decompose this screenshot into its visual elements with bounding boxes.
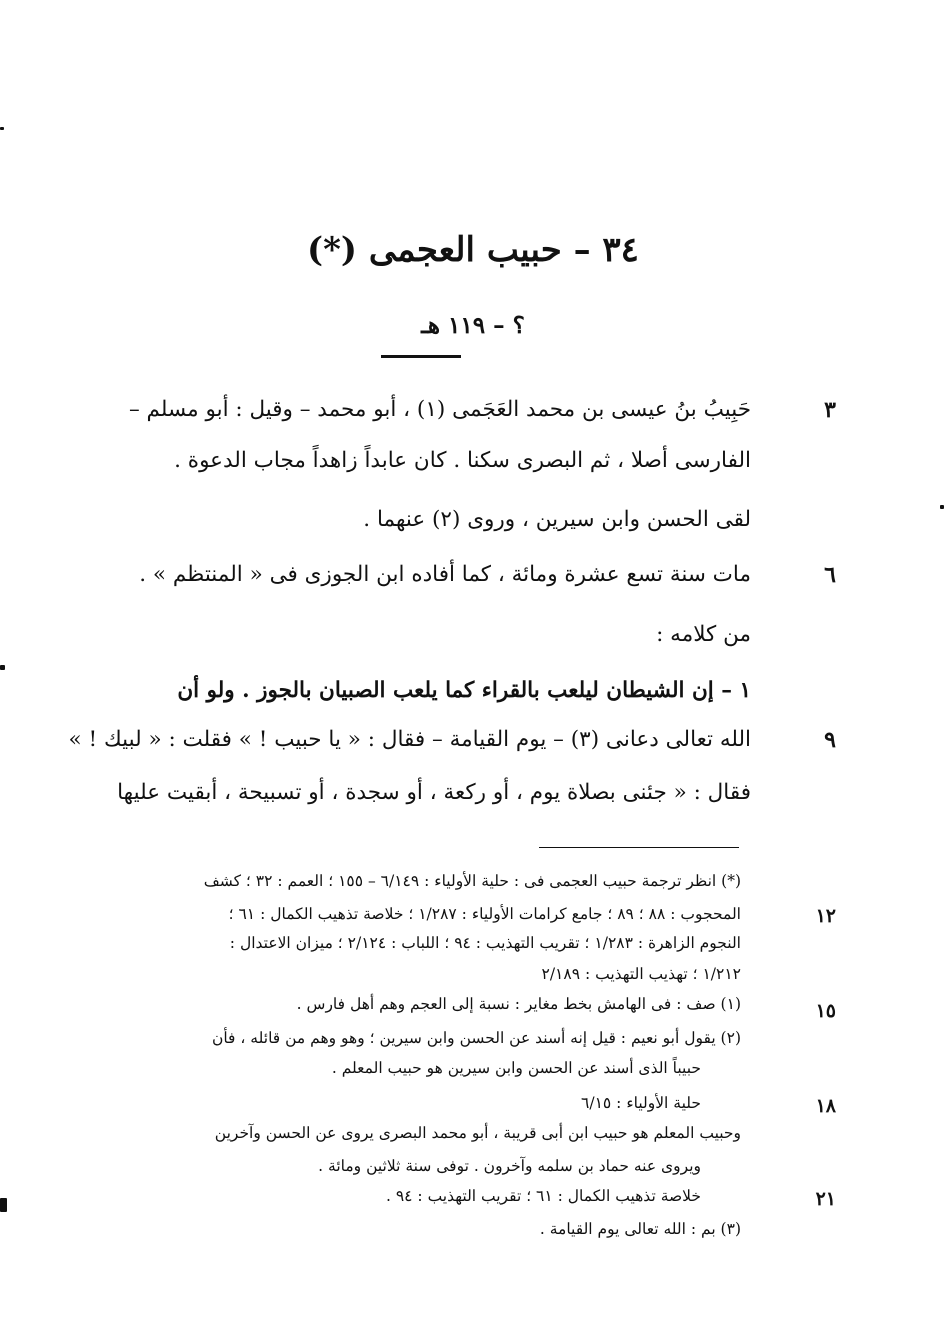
footnote-separator	[539, 847, 739, 848]
footnote-line: المحجوب : ٨٨ ؛ ٨٩ ؛ جامع كرامات الأولياء : ١/٢٨٧ ؛ خلاصة تذهيب الكمال : ٦١ ؛	[228, 905, 741, 923]
scan-mark	[940, 505, 944, 509]
body-line: من كلامه :	[656, 622, 751, 647]
footnote-line: (١) صف : فى الهامش بخط مغاير : نسبة إلى العجم وهم أهل فارس .	[296, 995, 741, 1013]
footnote-line: (٣) بم : الله تعالى يوم القيامة .	[539, 1220, 741, 1238]
footnote-line: النجوم الزاهرة : ١/٢٨٣ ؛ تقريب التهذيب : ٩٤ ؛ اللباب : ٢/١٢٤ ؛ ميزان الاعتدال :	[229, 934, 741, 952]
line-number: ١٨	[815, 1095, 836, 1117]
line-number: ٣	[824, 397, 836, 423]
scan-mark	[0, 665, 5, 670]
footnote-line: وحبيب المعلم هو حبيب ابن أبى قريبة ، أبو محمد البصرى يروى عن الحسن وآخرين	[214, 1124, 741, 1142]
footnote-line: (*) انظر ترجمة حبيب العجمى فى : حلية الأولياء : ٦/١٤٩ – ١٥٥ ؛ العمم : ٣٢ ؛ كشف	[203, 872, 741, 890]
body-line: لقى الحسن وابن سيرين ، وروى (٢) عنهما .	[363, 507, 751, 532]
line-number: ٦	[824, 562, 836, 588]
chapter-heading: ٣٤ – حبيب العجمى (*)	[307, 230, 639, 270]
scan-mark	[0, 1198, 7, 1212]
footnote-line: حلية الأولياء : ٦/١٥	[581, 1094, 701, 1112]
scan-mark	[0, 127, 4, 130]
heading-rule	[381, 355, 461, 358]
chapter-dates: ؟ – ١١٩ هـ	[421, 312, 525, 339]
body-line: مات سنة تسع عشرة ومائة ، كما أفاده ابن الجوزى فى « المنتظم » .	[139, 562, 751, 587]
body-line: فقال : « جئنى بصلاة يوم ، أو ركعة ، أو سجدة ، أو تسبيحة ، أبقيت عليها	[117, 780, 751, 805]
footnote-line: (٢) يقول أبو نعيم : قيل إنه أسند عن الحسن وابن سيرين ؛ وهو وهم من قائله ، فأن	[211, 1029, 741, 1047]
line-number: ١٢	[815, 905, 836, 927]
body-line: الفارسى أصلا ، ثم البصرى سكنا . كان عابداً زاهداً مجاب الدعوة .	[174, 448, 751, 473]
body-line: ١ – إن الشيطان ليلعب بالقراء كما يلعب الصبيان بالجوز . ولو أن	[177, 678, 751, 703]
footnote-line: ١/٢١٢ ؛ تهذيب التهذيب : ٢/١٨٩	[541, 965, 741, 983]
footnote-line: خلاصة تذهيب الكمال : ٦١ ؛ تقريب التهذيب : ٩٤ .	[385, 1187, 701, 1205]
footnote-line: ويروى عنه حماد بن سلمه وآخرون . توفى سنة ثلاثين ومائة .	[318, 1157, 701, 1175]
line-number: ١٥	[815, 1000, 836, 1022]
body-line: الله تعالى دعانى (٣) – يوم القيامة – فقال : « يا حبيب ! » فقلت : « لبيك ! »	[68, 727, 751, 752]
footnote-line: حبيباً الذى أسند عن الحسن وابن سيرين هو حبيب المعلم .	[331, 1059, 701, 1077]
line-number: ٩	[824, 727, 836, 753]
body-line: حَبِيبُ بنُ عيسى بن محمد العَجَمى (١) ، أبو محمد – وقيل : أبو مسلم –	[128, 397, 751, 422]
line-number: ٢١	[815, 1188, 836, 1210]
